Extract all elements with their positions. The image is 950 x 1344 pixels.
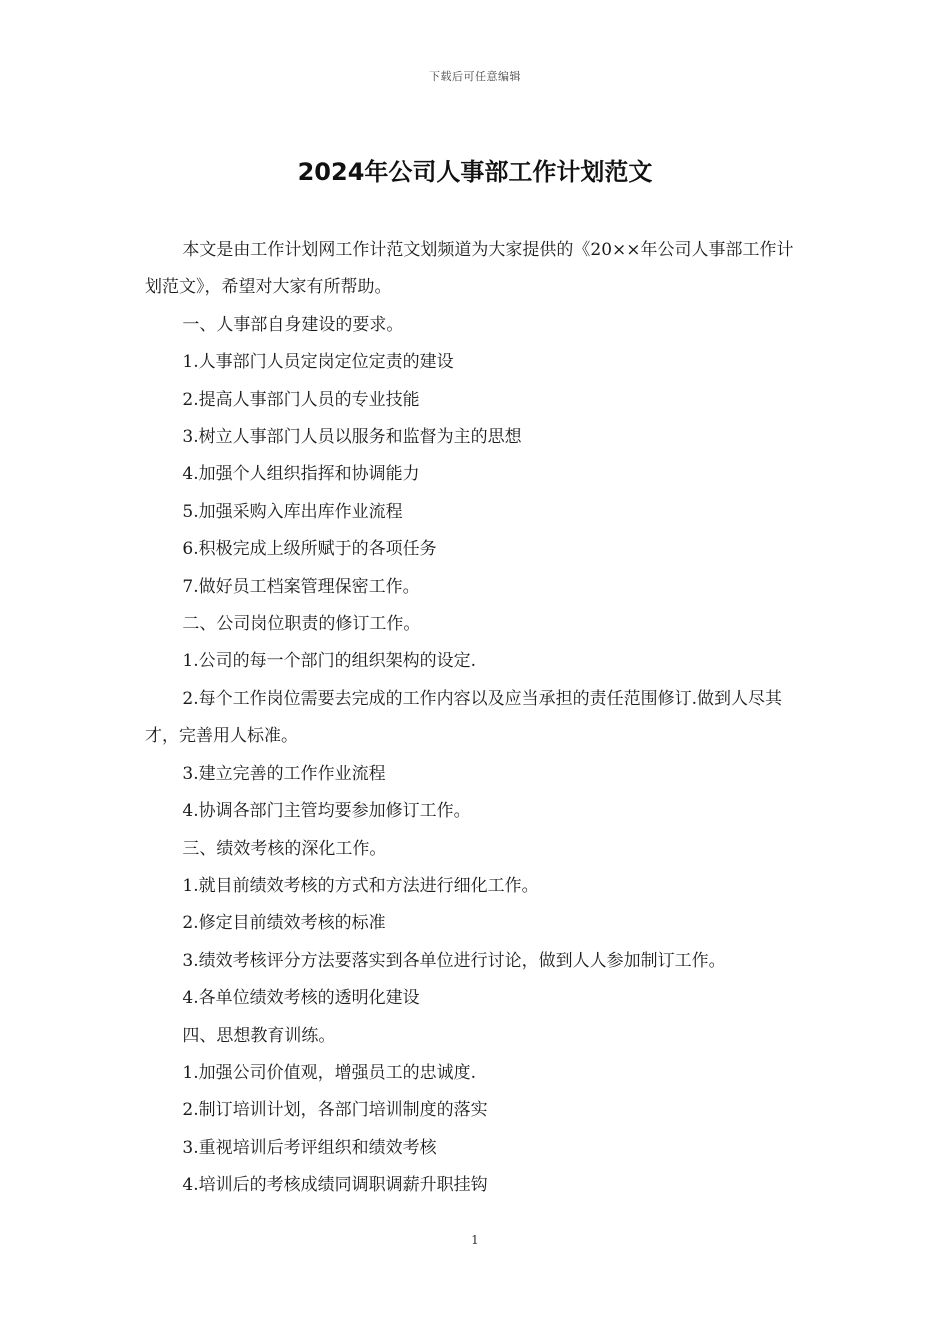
list-item: 7.做好员工档案管理保密工作。: [182, 576, 420, 597]
list-item: 2.修定目前绩效考核的标准: [182, 913, 386, 934]
list-item: 4.加强个人组织指挥和协调能力: [182, 464, 420, 485]
list-item: 1.人事部门人员定岗定位定责的建设: [182, 352, 454, 373]
section-heading: 四、思想教育训练。: [182, 1025, 336, 1046]
list-item: 4.培训后的考核成绩同调职调薪升职挂钩: [182, 1175, 488, 1196]
list-item: 6.积极完成上级所赋于的各项任务: [182, 539, 437, 560]
page-number: 1: [471, 1233, 479, 1247]
list-item: 1.加强公司价值观，增强员工的忠诚度.: [182, 1062, 477, 1083]
document-body: [145, 232, 810, 1205]
list-item: 2.制订培训计划，各部门培训制度的落实: [182, 1100, 488, 1121]
header-note: 下载后可任意编辑: [429, 70, 521, 83]
intro-paragraph: 本文是由工作计划网工作计范文划频道为大家提供的《20××年公司人事部工作计划范文》，希望对大家有所帮助。: [145, 240, 794, 298]
list-item: 1.公司的每一个部门的组织架构的设定.: [182, 651, 477, 672]
list-item: 2.提高人事部门人员的专业技能: [182, 389, 420, 410]
section-heading: 二、公司岗位职责的修订工作。: [182, 614, 421, 635]
section-heading: 一、人事部自身建设的要求。: [182, 314, 404, 335]
list-item: 3.建立完善的工作作业流程: [182, 763, 386, 784]
list-item: 4.各单位绩效考核的透明化建设: [182, 988, 420, 1009]
document-title: 2024年公司人事部工作计划范文: [297, 158, 653, 186]
list-item: 1.就目前绩效考核的方式和方法进行细化工作。: [182, 875, 539, 896]
section-heading: 三、绩效考核的深化工作。: [182, 838, 387, 859]
list-item: 4.协调各部门主管均要参加修订工作。: [182, 801, 471, 822]
list-item: 2.每个工作岗位需要去完成的工作内容以及应当承担的责任范围修订.做到人尽其才，完善用人标准。: [145, 688, 783, 747]
list-item: 5.加强采购入库出库作业流程: [182, 501, 403, 522]
list-item: 3.绩效考核评分方法要落实到各单位进行讨论，做到人人参加制订工作。: [182, 950, 726, 971]
list-item: 3.树立人事部门人员以服务和监督为主的思想: [182, 427, 522, 448]
list-item: 3.重视培训后考评组织和绩效考核: [182, 1137, 437, 1158]
